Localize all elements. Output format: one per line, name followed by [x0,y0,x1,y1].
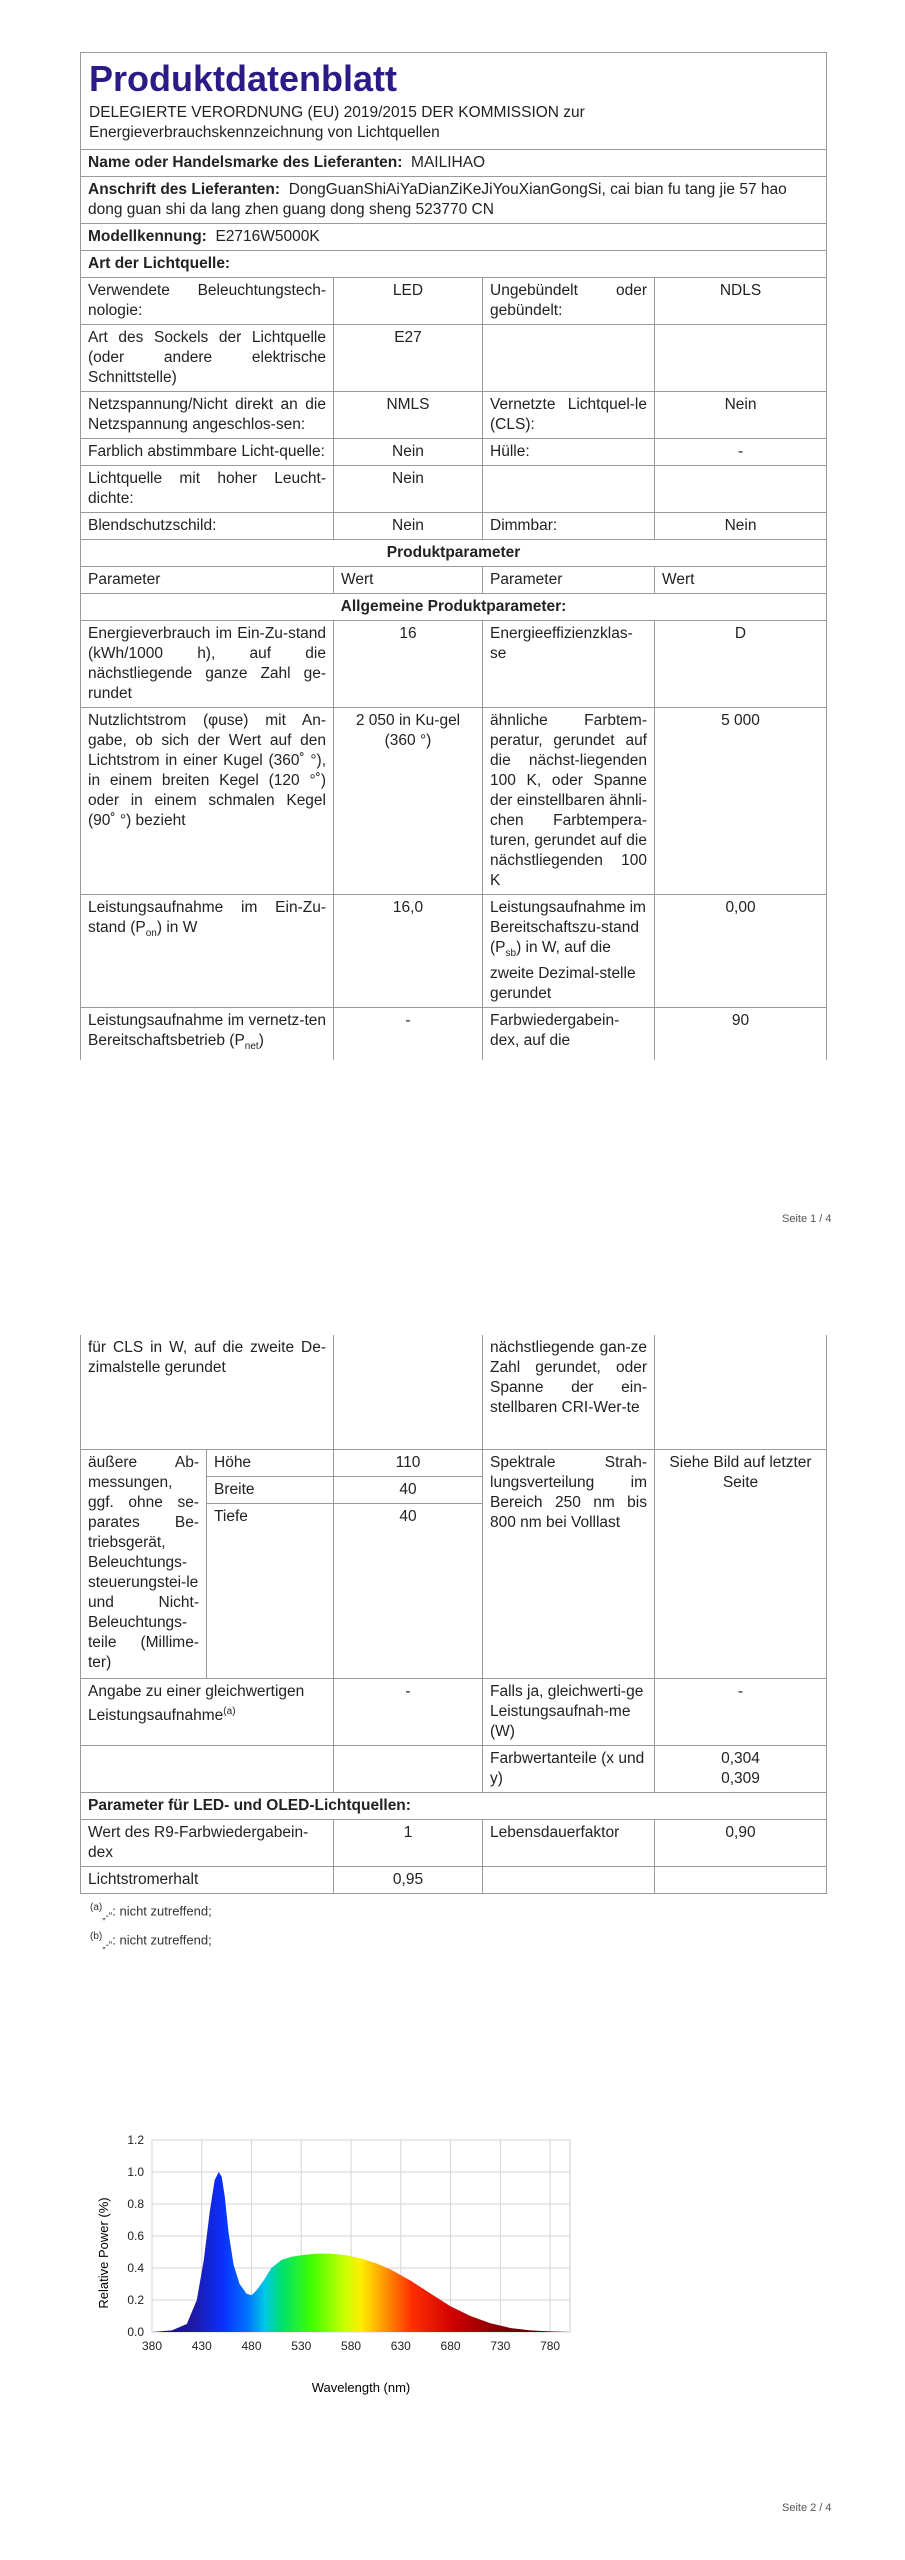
param-row-chromaticity: Farbwertanteile (x und y) 0,304 0,309 [81,1746,827,1793]
y-tick-label: 0.0 [127,2325,144,2339]
type-row: Lichtquelle mit hoher Leucht-dichte: Nein [81,466,827,513]
x-tick-label: 730 [490,2339,511,2353]
x-tick-label: 430 [191,2339,212,2353]
x-tick-label: 380 [141,2339,163,2353]
x-axis-label: Wavelength (nm) [311,2380,411,2395]
dim-value: 40 [334,1504,483,1679]
param-row-r9: Wert des R9-Farbwiedergabein-dex 1 Lebensdauerfaktor 0,90 [81,1820,827,1867]
y-tick-label: 0.2 [127,2293,144,2307]
page-footer: Seite 1 / 4 [782,1213,832,1225]
param-row-equivalent: Angabe zu einer gleichwertigen Leistungsaufnahme$^{(a)}$ - Falls ja, gleichwerti-ge Leistungsaufnah-me (W) - [81,1679,827,1746]
type-row: Farblich abstimmbare Licht-quelle: Nein Hülle: - [81,439,827,466]
dim-value: 110 [334,1450,483,1477]
footnote-b: $^{(b)}_{„-“}$: nicht zutreffend; [90,1930,212,1951]
datasheet-table-p1 [80,52,827,1060]
type-row: Art des Sockels der Lichtquelle (oder andere elektrische Schnittstelle) E27 [81,325,827,392]
spectrum-area [152,2172,570,2332]
y-tick-label: 1.2 [127,2133,144,2147]
spectrum-chart [80,2130,580,2400]
supplier-row: Name oder Handelsmarke des Lieferanten: MAILIHAO [81,150,827,177]
page-title: Produktdatenblatt [89,58,398,99]
param-row-standby-cont: für CLS in W, auf die zweite De-zimalstelle gerundet nächstliegende gan-ze Zahl gerundet, oder Spanne der ein-stellbaren CRI-Wer-te [81,1335,827,1450]
param-row-power: Leistungsaufnahme im Ein-Zu-stand $(P_{on})$ in W 16,0 Leistungsaufnahme im Bereitschaftszu-stand $(P_{sb})$ in W, auf die zweite Dezimal-stelle gerundet 0,00 [81,895,827,1008]
y-tick-label: 0.4 [127,2261,144,2275]
y-axis-label: Relative Power (%) [96,2197,111,2309]
datasheet-table-p2 [80,1335,827,1894]
regulation-text: DELEGIERTE VERORDNUNG (EU) 2019/2015 DER KOMMISSION zur Energieverbrauchskennzeichnung von Lichtquellen [89,104,585,141]
y-tick-label: 0.8 [127,2197,144,2211]
column-headers: Parameter Wert Parameter Wert [81,567,827,594]
page-1 [80,52,826,1060]
param-row-dimensions: äußere Ab-messungen, ggf. ohne se-parates Be-triebsgerät, Beleuchtungs-steuerungstei-le und Nicht-Beleuchtungs-teile (Millime-ter) Höhe 110 Spektrale Strah-lungsverteilung im Bereich 250 nm bis 800 nm bei Volllast Siehe Bild auf letzter Seite [81,1450,827,1477]
type-row: Netzspannung/Nicht direkt an die Netzspannung angeschlos-sen: NMLS Vernetzte Lichtquel-le (CLS): Nein [81,392,827,439]
param-row-standby: Leistungsaufnahme im vernetz-ten Bereitschaftsbetrieb $(P_{net})$ - Farbwiedergabein-dex, auf die 90 [81,1008,827,1061]
param-row-flux: Nutzlichtstrom (φuse) mit An-gabe, ob sich der Wert auf den Lichtstrom in einer Kugel (360˚ °), in einem breiten Kegel (120 °˚) oder in einem schmalen Kegel (90˚ °) bezieht 2 050 in Ku-gel (360 °) ähnliche Farbtem-peratur, gerundet auf die nächst-liegenden 100 K, oder Spanne der einstellbaren ähnli-chen Farbtempera-turen, gerundet auf die nächstliegenden 100 K 5 000 [81,708,827,895]
page-footer: Seite 2 / 4 [782,2502,832,2514]
x-tick-label: 530 [291,2339,312,2353]
model-value: E2716W5000K [215,228,320,245]
y-tick-label: 0.6 [127,2229,144,2243]
type-row: Blendschutzschild: Nein Dimmbar: Nein [81,513,827,540]
dim-name: Tiefe [207,1504,334,1679]
param-row-energy: Energieverbrauch im Ein-Zu-stand (kWh/1000 h), auf die nächstliegende ganze Zahl ge-rundet 16 Energieeffizienzklas-se D [81,621,827,708]
dim-name: Höhe [207,1450,334,1477]
x-tick-label: 630 [390,2339,411,2353]
footnote-a: $^{(a)}_{„-“}$: nicht zutreffend; [90,1902,212,1922]
section-light-type: Art der Lichtquelle: [81,251,827,278]
section-led-parameters: Parameter für LED- und OLED-Lichtquellen: [81,1793,827,1820]
page-2 [80,1335,826,1956]
x-tick-label: 780 [540,2339,561,2353]
type-row: Verwendete Beleuchtungstech-nologie: LED Ungebündelt oder gebündelt: NDLS [81,278,827,325]
param-row-maintenance: Lichtstromerhalt 0,95 [81,1867,827,1894]
x-tick-label: 480 [241,2339,262,2353]
x-tick-label: 580 [341,2339,362,2353]
address-value: DongGuanShiAiYaDianZiKeJiYouXianGongSi, cai bian fu tang jie 57 hao dong guan shi da lang zhen guang dong sheng 523770 CN [88,181,787,218]
dim-value: 40 [334,1477,483,1504]
x-tick-label: 680 [440,2339,461,2353]
section-general-parameters: Allgemeine Produktparameter: [81,594,827,621]
address-row: Anschrift des Lieferanten: DongGuanShiAiYaDianZiKeJiYouXianGongSi, cai bian fu tang jie 57 hao dong guan shi da lang zhen guang dong sheng 523770 CN [81,177,827,224]
dim-name: Breite [207,1477,334,1504]
supplier-value: MAILIHAO [411,154,486,171]
y-tick-label: 1.0 [127,2165,144,2179]
model-row: Modellkennung: E2716W5000K [81,224,827,251]
section-product-parameters: Produktparameter [81,540,827,567]
footnotes [80,1898,826,1956]
